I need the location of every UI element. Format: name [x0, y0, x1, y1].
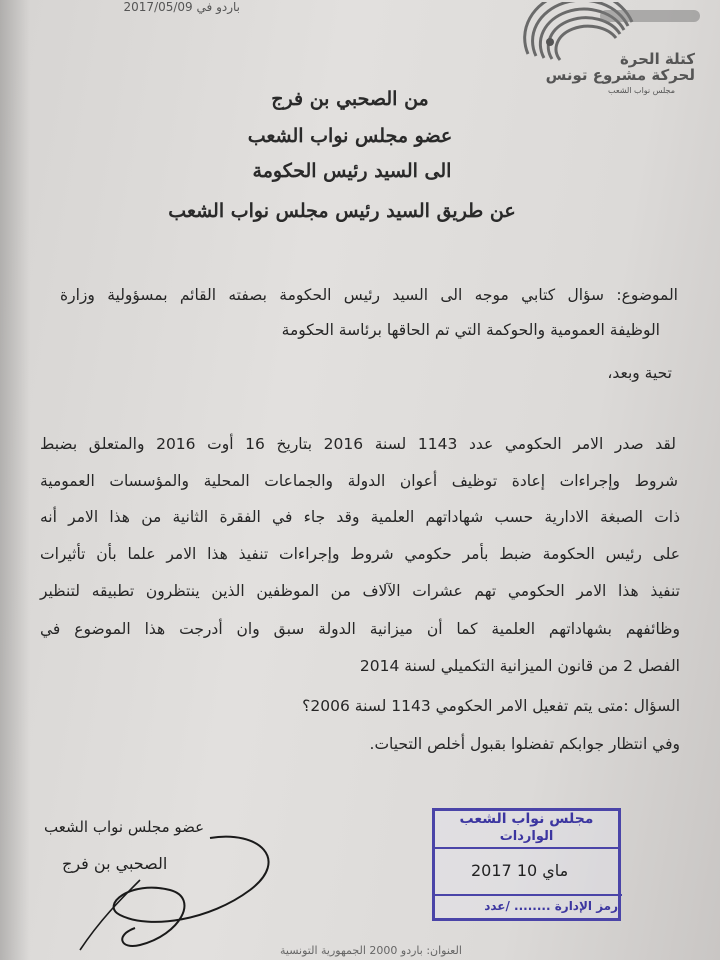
party-logo [500, 2, 705, 97]
from-line: من الصحبي بن فرج [271, 88, 429, 110]
via-line: عن طريق السيد رئيس مجلس نواب الشعب [168, 200, 516, 222]
stamp-line-2: الواردات [499, 829, 554, 844]
body-line-3: ذات الصبغة الادارية حسب شهاداتهم العلمية وقد جاء في الفقرة الثانية من هذا الامر أنه [40, 508, 680, 526]
body-line-7: الفصل 2 من قانون الميزانية التكميلي لسنة 2014 [359, 657, 680, 675]
closing-line: وفي انتظار جوابكم تفضلوا بقبول أخلص التحيات. [369, 735, 680, 753]
stamp-header [435, 811, 618, 849]
body-line-6: وظائفهم بشهاداتهم العلمية كما أن ميزانية الدولة سبق وان أدرجت هذا الموضوع في [40, 620, 680, 638]
body-line-4: على رئيس الحكومة ضبط بأمر حكومي شروط وإجراءات تنفيذ هذا الامر علما بأن تأثيرات [40, 545, 680, 563]
member-line: عضو مجلس نواب الشعب [247, 125, 453, 147]
body-line-2: شروط وإجراءات إعادة توظيف أعوان الدولة والجماعات المحلية والمؤسسات العمومية [40, 472, 678, 490]
signature-title: عضو مجلس نواب الشعب [44, 818, 205, 836]
footer-address: العنوان: باردو 2000 الجمهورية التونسية [280, 944, 462, 957]
body-line-5: تنفيذ هذا الامر الحكومي تهم عشرات الآلاف من الموظفين الذين ينتظرون تطبيقه لتنظير [40, 582, 680, 600]
signature-name: الصحبي بن فرج [62, 854, 168, 873]
subject-line-1: الموضوع: سؤال كتابي موجه الى السيد رئيس الحكومة بصفته القائم بمسؤولية وزارة [60, 286, 678, 304]
handwritten-signature [60, 820, 360, 960]
logo-text-3: مجلس نواب الشعب [607, 86, 675, 95]
subject-line-2: الوظيفة العمومية والحوكمة التي تم الحاقها برئاسة الحكومة [281, 321, 660, 339]
stamp-footer: رمز الإدارة ........ /عدد [435, 894, 622, 918]
logo-text-2: لحركة مشروع تونس [545, 66, 695, 84]
stamp-line-1: مجلس نواب الشعب [459, 811, 594, 827]
to-line: الى السيد رئيس الحكومة [252, 160, 452, 182]
stamp-date: 2017 ماي 10 [471, 861, 569, 880]
question-line: السؤال :متى يتم تفعيل الامر الحكومي 1143 لسنة 2006؟ [302, 697, 680, 715]
greeting-line: تحية وبعد، [607, 364, 672, 382]
received-stamp [432, 808, 621, 921]
date-line: باردو في 2017/05/09 [123, 0, 240, 14]
body-line-1: لقد صدر الامر الحكومي عدد 1143 لسنة 2016 بتاريخ 16 أوت 2016 والمتعلق بضبط [40, 435, 676, 453]
logo-text-1: كتلة الحرة [619, 50, 695, 68]
